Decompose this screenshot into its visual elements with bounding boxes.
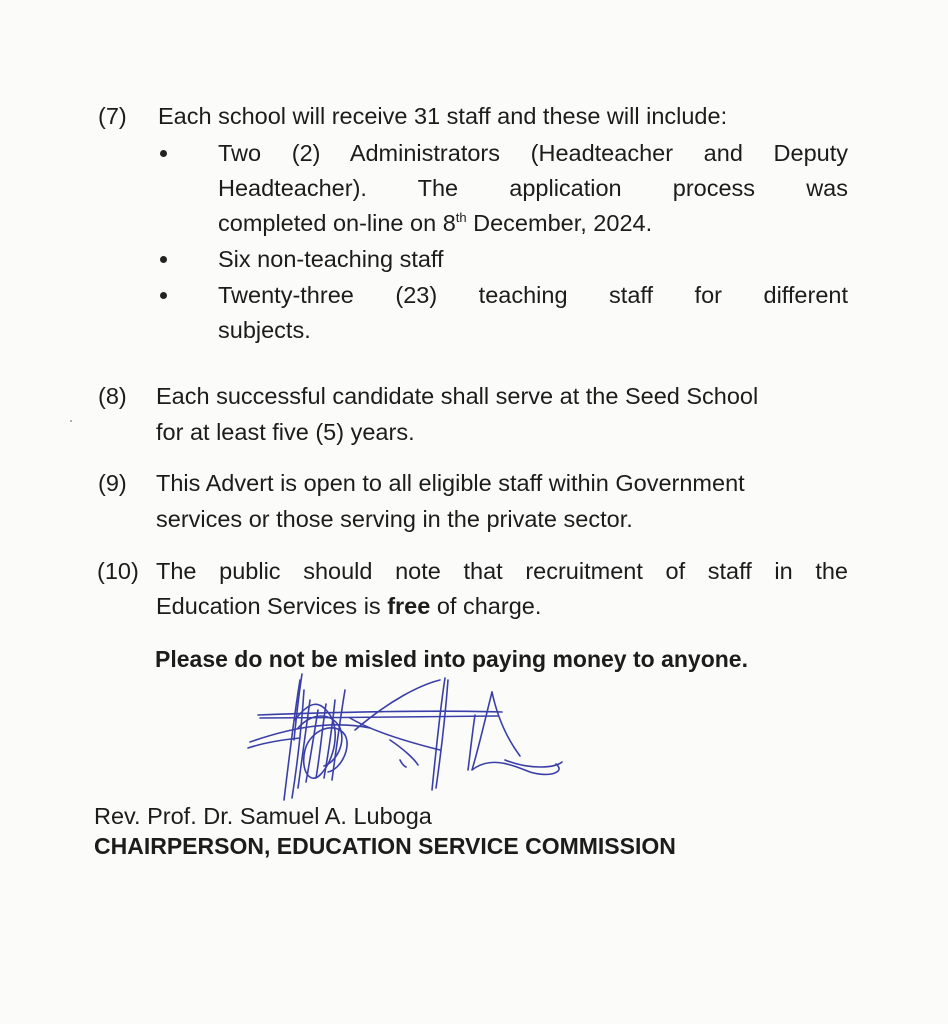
bullet-text: Headteacher). The application process was [218,175,848,201]
item-text: for at least five (5) years. [156,419,415,445]
item-number: (8) [98,383,127,409]
bullet-text: Two (2) Administrators (Headteacher and Deputy [218,140,848,166]
signatory-name: Rev. Prof. Dr. Samuel A. Luboga [94,803,432,829]
bullet-icon [160,292,167,299]
item-text: Each school will receive 31 staff and these will include: [158,103,728,129]
bullet-text: completed on-line on 8th December, 2024. [218,210,653,236]
bullet-icon [160,256,167,263]
bullet-icon [160,150,167,157]
signature-image [240,660,570,810]
warning-text: Please do not be misled into paying money to anyone. [155,646,748,672]
bullet-text: Twenty-three (23) teaching staff for different [218,282,848,308]
signatory-title: CHAIRPERSON, EDUCATION SERVICE COMMISSION [94,833,676,859]
item-number: (7) [98,103,127,129]
bullet-text: subjects. [218,317,311,343]
item-text: This Advert is open to all eligible staff within Government [156,470,745,496]
item-text: Each successful candidate shall serve at the Seed School [156,383,759,409]
item-number: (10) [97,558,139,584]
item-text: services or those serving in the private sector. [156,506,633,532]
item-text: Education Services is free of charge. [156,593,542,619]
item-text: The public should note that recruitment of staff in the [156,558,848,584]
bullet-text: Six non-teaching staff [218,246,444,272]
paper-speck [70,420,72,422]
item-number: (9) [98,470,127,496]
